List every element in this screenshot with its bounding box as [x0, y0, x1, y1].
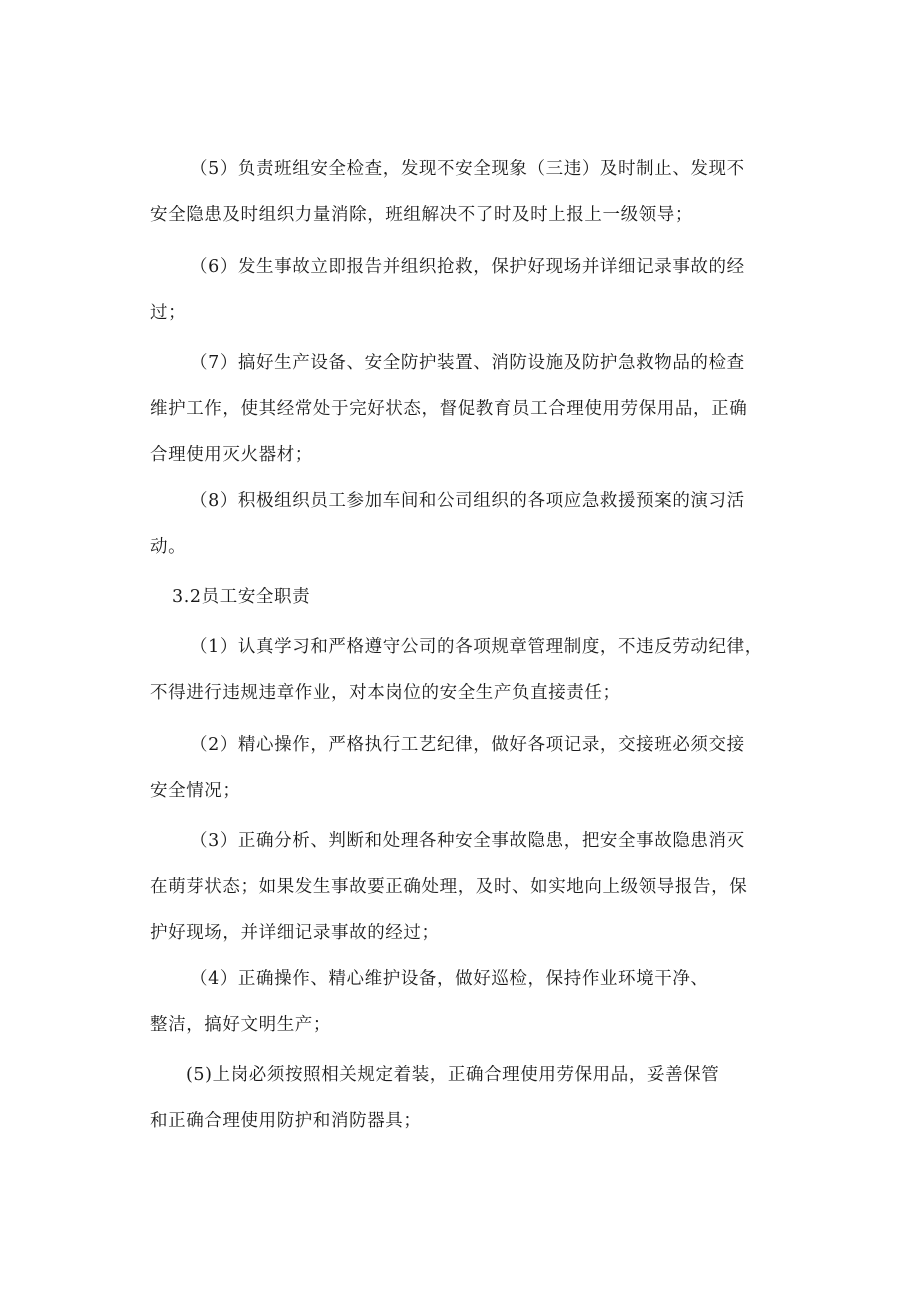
paragraph-employee-duty-3 — [150, 818, 800, 956]
text-line: （2）精心操作，严格执行工艺纪律，做好各项记录，交接班必须交接 — [190, 735, 745, 755]
text-line: （5）负责班组安全检查，发现不安全现象（三违）及时制止、发现不 — [190, 159, 745, 179]
paragraph-duty-7 — [150, 340, 800, 478]
text-line: 维护工作，使其经常处于完好状态，督促教育员工合理使用劳保用品，正确 — [150, 399, 748, 419]
text-line: （8）积极组织员工参加车间和公司组织的各项应急救援预案的演习活 — [190, 491, 745, 511]
text-line: 安全情况； — [150, 781, 241, 801]
text-line: （7）搞好生产设备、安全防护装置、消防设施及防护急救物品的检查 — [190, 353, 745, 373]
text-line: 整洁，搞好文明生产； — [150, 1015, 331, 1035]
text-line: 护好现场，并详细记录事故的经过； — [150, 923, 440, 943]
text-line: 过； — [150, 303, 187, 323]
text-line: 动。 — [150, 537, 187, 557]
paragraph-duty-8 — [150, 478, 800, 570]
text-line: （3）正确分析、判断和处理各种安全事故隐患，把安全事故隐患消灭 — [190, 831, 745, 851]
text-line: （4）正确操作、精心维护设备，做好巡检，保持作业环境干净、 — [190, 969, 709, 989]
section-heading-3-2 — [150, 574, 800, 620]
paragraph-employee-duty-4 — [150, 956, 800, 1048]
paragraph-duty-5 — [150, 146, 800, 238]
text-line: （1）认真学习和严格遵守公司的各项规章管理制度，不违反劳动纪律， — [190, 637, 763, 657]
paragraph-duty-6 — [150, 244, 800, 336]
text-line: 和正确合理使用防护和消防器具； — [150, 1111, 422, 1131]
paragraph-employee-duty-1 — [150, 624, 800, 716]
section-heading-text: 3.2员工安全职责 — [172, 587, 311, 607]
text-line: 在萌芽状态；如果发生事故要正确处理，及时、如实地向上级领导报告，保 — [150, 877, 748, 897]
paragraph-employee-duty-2 — [150, 722, 800, 814]
text-line: 不得进行违规违章作业，对本岗位的安全生产负直接责任； — [150, 683, 621, 703]
text-line: (5)上岗必须按照相关规定着装，正确合理使用劳保用品，妥善保管 — [186, 1065, 720, 1085]
text-line: 安全隐患及时组织力量消除，班组解决不了时及时上报上一级领导； — [150, 205, 693, 225]
paragraph-employee-duty-5 — [150, 1052, 800, 1144]
text-line: （6）发生事故立即报告并组织抢救，保护好现场并详细记录事故的经 — [190, 257, 745, 277]
text-line: 合理使用灭火器材； — [150, 445, 313, 465]
